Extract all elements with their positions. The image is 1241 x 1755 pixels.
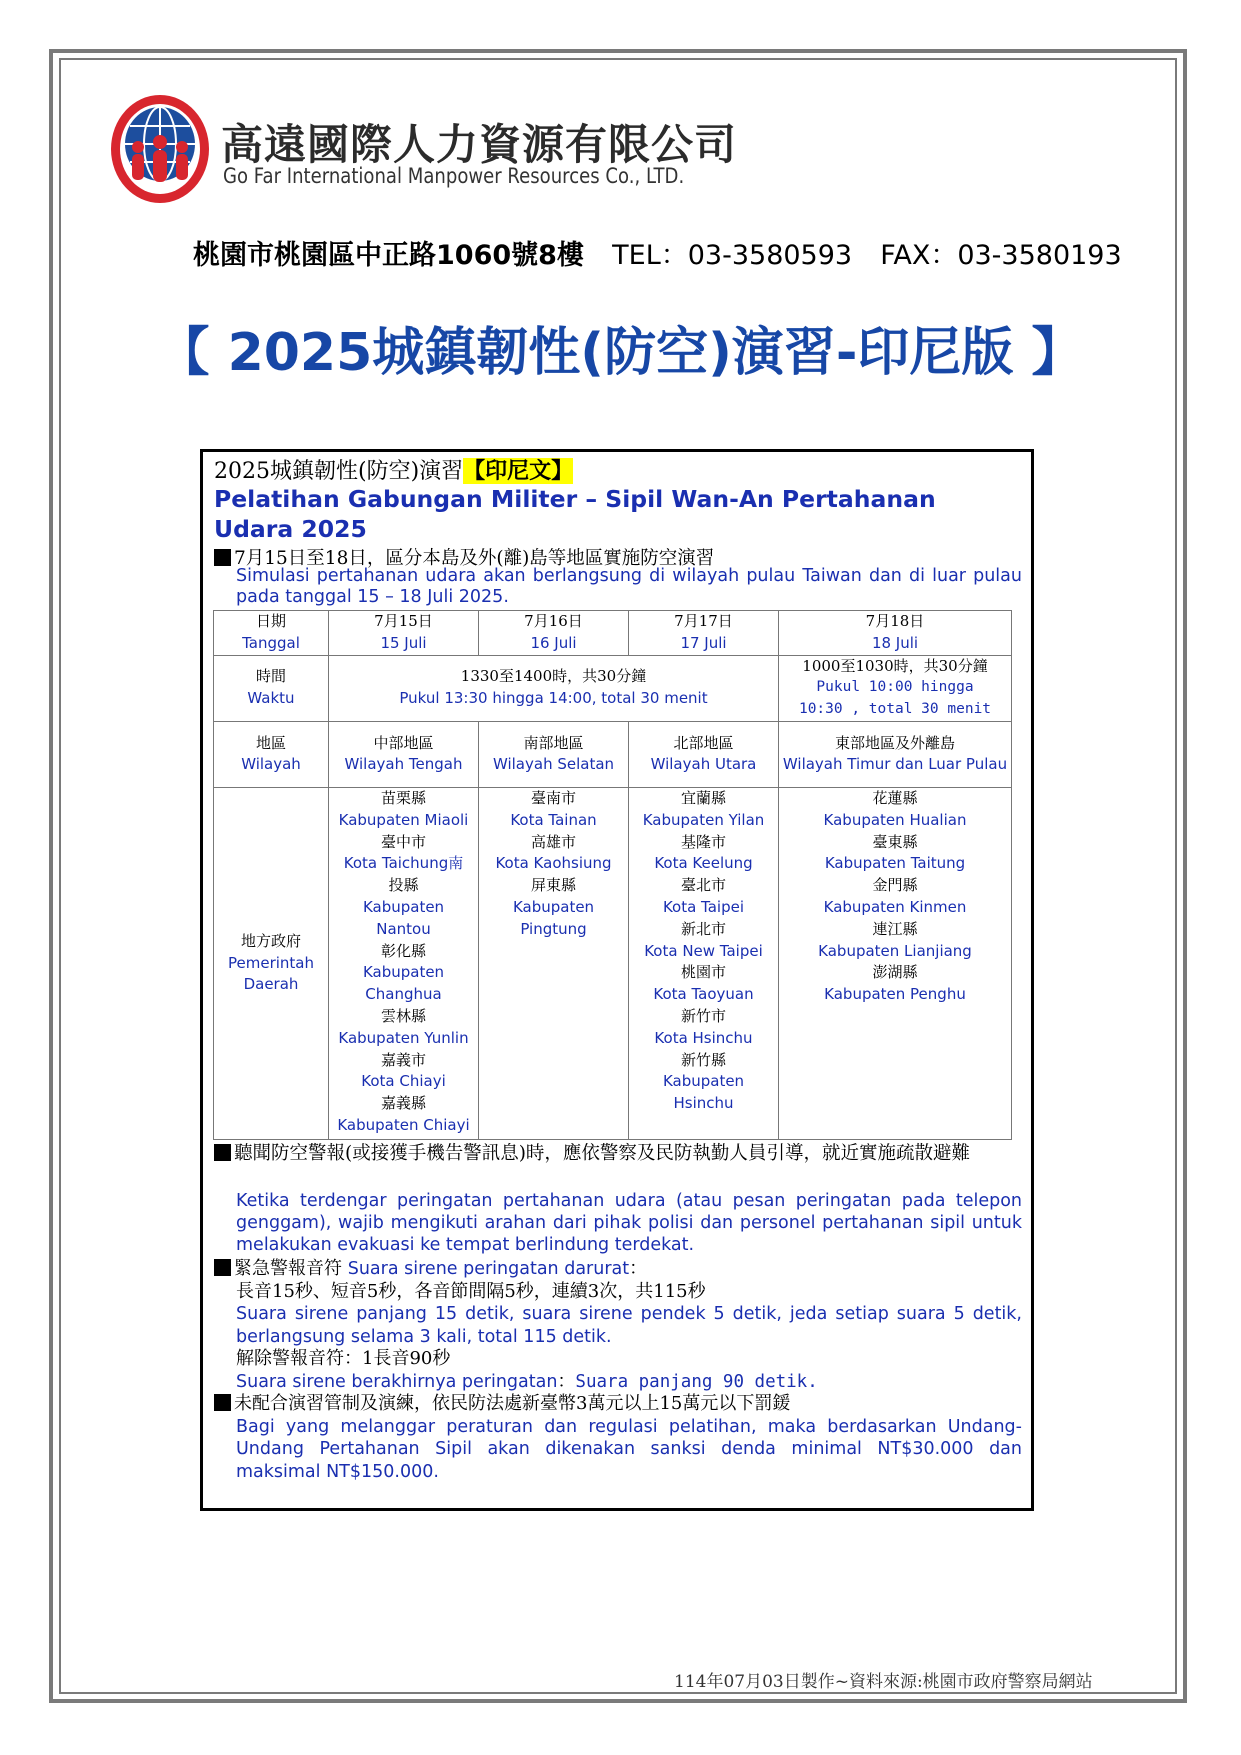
company-contact-line bbox=[193, 233, 1122, 272]
date-cn: 7月17日 bbox=[674, 612, 733, 630]
section3-heading-cn: 緊急警報音符 bbox=[234, 1258, 342, 1279]
row-header-date-cn: 日期 bbox=[255, 612, 286, 630]
government-line: 臺南市 bbox=[530, 788, 576, 807]
government-line: 新竹市 bbox=[680, 1006, 726, 1025]
government-line: Kabupaten Penghu bbox=[824, 985, 966, 1004]
time-last-cn: 1000至1030時，共30分鐘 bbox=[802, 656, 988, 675]
government-line: 新北市 bbox=[680, 919, 726, 938]
government-line: Kabupaten Kinmen bbox=[823, 897, 967, 916]
time-cell-last bbox=[779, 655, 1012, 721]
row-header-government-id: Pemerintah Daerah bbox=[227, 953, 314, 994]
date-cell bbox=[329, 611, 479, 656]
section1-id: Simulasi pertahanan udara akan berlangsung di wilayah pulau Taiwan dan di luar pulau pada tanggal 15 – 18 Juli 2025. bbox=[236, 566, 1022, 607]
government-line: 連江縣 bbox=[872, 919, 918, 938]
release-id-a: Suara sirene berakhirnya peringatan bbox=[236, 1371, 558, 1392]
bullet-square-icon bbox=[214, 1394, 231, 1411]
time-main-cn: 1330至1400時，共30分鐘 bbox=[460, 667, 647, 686]
government-line: Pingtung bbox=[520, 919, 587, 938]
region-id: Wilayah Selatan bbox=[492, 755, 615, 774]
release-id bbox=[214, 1371, 1022, 1394]
government-line: Kabupaten Hualian bbox=[823, 810, 967, 829]
government-line: Kota Taichung南 bbox=[343, 854, 464, 873]
table-row-date bbox=[214, 611, 1012, 656]
government-line: Kabupaten Chiayi bbox=[337, 1115, 470, 1134]
section2-id: Ketika terdengar peringatan pertahanan udara (atau pesan peringatan pada telepon genggam), wajib mengikuti arahan dari pihak polisi dan personel pertahanan sipil untuk melakukan evakuasi ke tempat berlindung terdekat. bbox=[236, 1191, 1022, 1255]
schedule-table bbox=[213, 610, 1012, 1140]
region-cell bbox=[329, 721, 479, 787]
poster-title-indonesian: Pelatihan Gabungan Militer – Sipil Wan-An Pertahanan Udara 2025 bbox=[214, 485, 936, 543]
region-cn: 中部地區 bbox=[373, 733, 434, 752]
release-colon: ： bbox=[557, 1370, 576, 1392]
row-header-region-id: Wilayah bbox=[241, 755, 301, 774]
section1-cn-text: 7月15日至18日，區分本島及外(離)島等地區實施防空演習 bbox=[234, 548, 715, 569]
page-title: 【 2025城鎮韌性(防空)演習-印尼版 】 bbox=[157, 323, 1084, 383]
government-line: 雲林縣 bbox=[380, 1006, 426, 1025]
section3-heading-id: Suara sirene peringatan darurat bbox=[347, 1259, 630, 1279]
release-id-b: Suara panjang 90 detik. bbox=[575, 1371, 818, 1392]
release-cn: 解除警報音符：1長音90秒 bbox=[236, 1348, 451, 1369]
section2-cn-text: 聽聞防空警報(或接獲手機告警訊息)時，應依警察及民防執勤人員引導，就近實施疏散避難 bbox=[234, 1143, 970, 1164]
government-line: 臺東縣 bbox=[872, 832, 918, 851]
row-header-government-cn: 地方政府 bbox=[240, 931, 301, 950]
region-cell bbox=[479, 721, 629, 787]
region-cn: 南部地區 bbox=[523, 733, 584, 752]
table-row-region bbox=[214, 721, 1012, 787]
government-line: 屏東縣 bbox=[530, 876, 576, 895]
government-line: 澎湖縣 bbox=[872, 963, 918, 982]
government-line: Kabupaten bbox=[362, 897, 445, 916]
company-name-chinese: 高遠國際人力資源有限公司 bbox=[221, 120, 738, 169]
time-main-id: Pukul 13:30 hingga 14:00, total 30 menit bbox=[399, 689, 708, 708]
government-line: Kabupaten Miaoli bbox=[338, 810, 469, 829]
siren-cn: 長音15秒、短音5秒，各音節間隔5秒，連續3次，共115秒 bbox=[236, 1280, 706, 1302]
government-line: 基隆市 bbox=[680, 832, 726, 851]
company-name-english: Go Far International Manpower Resources Co., LTD. bbox=[223, 164, 685, 188]
date-cell bbox=[779, 611, 1012, 656]
region-cn: 東部地區及外離島 bbox=[834, 733, 955, 752]
row-header-region-cn: 地區 bbox=[255, 733, 286, 752]
government-line: 花蓮縣 bbox=[872, 788, 918, 807]
government-line: Nantou bbox=[376, 919, 431, 938]
government-cell bbox=[779, 787, 1012, 1139]
poster-headline bbox=[214, 454, 573, 485]
government-line: Hsinchu bbox=[673, 1094, 734, 1113]
date-cell bbox=[629, 611, 779, 656]
company-address: 桃園市桃園區中正路1060號8樓 bbox=[193, 240, 584, 271]
row-header-time bbox=[214, 655, 329, 721]
government-line: Kabupaten Yunlin bbox=[338, 1028, 469, 1047]
region-id: Wilayah Timur dan Luar Pulau bbox=[782, 755, 1008, 774]
siren-id: Suara sirene panjang 15 detik, suara sirene pendek 5 detik, jeda setiap suara 5 detik, berlangsung selama 3 kali, total 115 detik. bbox=[236, 1304, 1022, 1347]
government-cell bbox=[479, 787, 629, 1139]
section3 bbox=[214, 1258, 1022, 1483]
region-cell bbox=[629, 721, 779, 787]
date-cn: 7月15日 bbox=[374, 612, 433, 630]
time-cell-main bbox=[329, 655, 779, 721]
region-id: Wilayah Tengah bbox=[344, 755, 463, 774]
government-line: Kota Kaohsiung bbox=[495, 854, 612, 873]
time-last-id-2: 10:30 , total 30 menit bbox=[798, 701, 992, 718]
date-id: 15 Juli bbox=[380, 633, 427, 652]
government-line: Kabupaten bbox=[362, 963, 445, 982]
footer-source-note: 114年07月03日製作~資料來源:桃園市政府警察局網站 bbox=[674, 1672, 1093, 1692]
government-line: 桃園市 bbox=[680, 963, 726, 982]
government-line: Changhua bbox=[365, 985, 442, 1004]
government-line: 宜蘭縣 bbox=[680, 788, 726, 807]
government-line: 嘉義縣 bbox=[380, 1094, 426, 1113]
date-cn: 7月18日 bbox=[865, 612, 925, 630]
region-cell bbox=[779, 721, 1012, 787]
government-line: Kabupaten bbox=[662, 1072, 745, 1091]
government-line: Kota Hsinchu bbox=[654, 1028, 753, 1047]
government-line: 臺中市 bbox=[380, 832, 426, 851]
table-row-government bbox=[214, 787, 1012, 1139]
government-line: Kota Tainan bbox=[510, 810, 597, 829]
bullet-square-icon bbox=[214, 1259, 231, 1276]
government-line: 臺北市 bbox=[680, 876, 726, 895]
government-line: 彰化縣 bbox=[380, 941, 426, 960]
date-cn: 7月16日 bbox=[524, 612, 583, 630]
time-last-id-1: Pukul 10:00 hingga bbox=[816, 679, 974, 696]
row-header-region bbox=[214, 721, 329, 787]
government-cell bbox=[329, 787, 479, 1139]
date-id: 18 Juli bbox=[871, 633, 919, 652]
government-line: 投縣 bbox=[388, 876, 419, 895]
company-tel: TEL：03-3580593 bbox=[612, 240, 853, 271]
government-line: Kabupaten Lianjiang bbox=[818, 941, 972, 960]
region-cn: 北部地區 bbox=[673, 733, 734, 752]
date-id: 17 Juli bbox=[680, 633, 727, 652]
section3-colon: ： bbox=[629, 1258, 648, 1279]
government-line: Kabupaten bbox=[512, 897, 595, 916]
bullet-square-icon bbox=[214, 549, 231, 566]
company-logo-icon bbox=[108, 92, 212, 206]
poster-headline-tag: 【印尼文】 bbox=[463, 458, 574, 484]
section4-cn-text: 未配合演習管制及演練，依民防法處新臺幣3萬元以上15萬元以下罰鍰 bbox=[234, 1393, 791, 1414]
row-header-time-id: Waktu bbox=[247, 689, 295, 708]
poster-headline-cn: 2025城鎮韌性(防空)演習 bbox=[214, 459, 464, 484]
government-line: 新竹縣 bbox=[680, 1050, 726, 1069]
government-line: Kabupaten Taitung bbox=[824, 854, 966, 873]
date-id: 16 Juli bbox=[530, 633, 577, 652]
section4-id: Bagi yang melanggar peraturan dan regulasi pelatihan, maka berdasarkan Undang-Undang Pertahanan Sipil akan dikenakan sanksi denda minimal NT$30.000 dan maksimal NT$150.000. bbox=[236, 1416, 1022, 1482]
government-cell bbox=[629, 787, 779, 1139]
bullet-square-icon bbox=[214, 1144, 231, 1161]
row-header-date-id: Tanggal bbox=[242, 633, 300, 652]
government-line: 金門縣 bbox=[872, 876, 918, 895]
section2-cn bbox=[214, 1143, 1022, 1165]
government-line: Kota New Taipei bbox=[644, 941, 763, 960]
date-cell bbox=[479, 611, 629, 656]
government-line: Kota Keelung bbox=[654, 854, 753, 873]
government-line: 嘉義市 bbox=[380, 1050, 426, 1069]
government-line: 高雄市 bbox=[530, 832, 576, 851]
government-line: Kabupaten Yilan bbox=[642, 810, 765, 829]
region-id: Wilayah Utara bbox=[650, 755, 757, 774]
section3-heading bbox=[214, 1258, 1022, 1281]
government-line: Kota Taipei bbox=[662, 897, 745, 916]
company-fax: FAX：03-3580193 bbox=[880, 240, 1122, 271]
section4-cn bbox=[214, 1393, 1022, 1416]
government-line: Kota Chiayi bbox=[361, 1072, 446, 1091]
table-row-time bbox=[214, 655, 1012, 721]
row-header-time-cn: 時間 bbox=[255, 667, 286, 686]
row-header-government bbox=[214, 787, 329, 1139]
government-line: Kota Taoyuan bbox=[653, 985, 754, 1004]
government-line: 苗栗縣 bbox=[380, 788, 426, 807]
row-header-date bbox=[214, 611, 329, 656]
